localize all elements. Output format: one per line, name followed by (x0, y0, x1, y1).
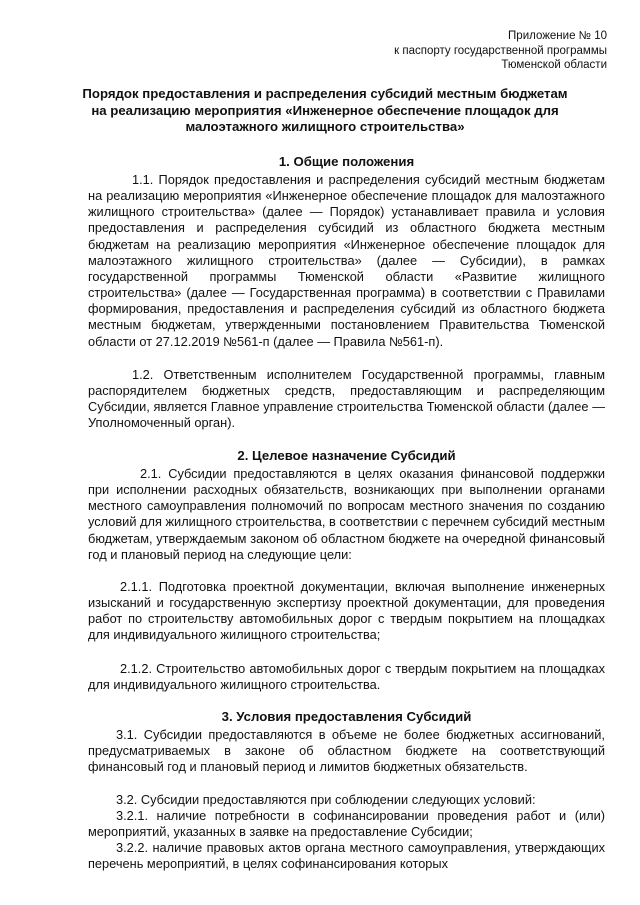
appendix-line: Тюменской области (501, 59, 607, 71)
paragraph-1-2: 1.2. Ответственным исполнителем Государственной программы, главным распорядителем бюджетных средств, предоставляющим и распределяющим Субсидии, является Главное управление строительства Тюменской области (далее — Уполномоченный орган). (88, 367, 605, 431)
section-heading-purpose: 2. Целевое назначение Субсидий (237, 448, 456, 463)
document-title (82, 86, 568, 136)
appendix-line: к паспорту государственной программы (394, 44, 607, 57)
paragraph-2-1-1: 2.1.1. Подготовка проектной документации, включая выполнение инженерных изысканий и государственную экспертизу проектной документации, для проведения работ по строительству автомобильных дорог с твердым покрытием на площадках для индивидуального жилищного строительства; (88, 579, 605, 643)
paragraph-2-1-2: 2.1.2. Строительство автомобильных дорог с твердым покрытием на площадках для индивидуального жилищного строительства. (88, 661, 605, 693)
title-line: на реализацию мероприятия «Инженерное обеспечение площадок для (91, 102, 559, 118)
section-heading-conditions: 3. Условия предоставления Субсидий (221, 709, 472, 724)
paragraph-2-1: 2.1. Субсидии предоставляются в целях оказания финансовой поддержки при исполнении расходных обязательств, возникающих при выполнении органами местного самоуправления полномочий по вопросам местного значения по созданию условий для жилищного строительства, в соответствии с перечнем субсидий местным бюджетам, утверждаемым законом об областном бюджете на очередной финансовый год и плановый период на следующие цели: (88, 466, 605, 562)
appendix-line: Приложение № 10 (508, 30, 607, 42)
paragraph-3-2-1: 3.2.1. наличие потребности в софинансировании проведения работ и (или) мероприятий, указанных в заявке на предоставление Субсидии; (88, 808, 605, 840)
title-line: малоэтажного жилищного строительства» (185, 119, 465, 134)
paragraph-3-2-2: 3.2.2. наличие правовых актов органа местного самоуправления, утверждающих перечень мероприятий, в целях софинансирования которых (88, 840, 605, 872)
appendix-header (394, 29, 607, 73)
paragraph-3-2: 3.2. Субсидии предоставляются при соблюдении следующих условий: (116, 792, 536, 807)
title-line: Порядок предоставления и распределения субсидий местным бюджетам (82, 86, 568, 101)
section-heading-general: 1. Общие положения (278, 154, 415, 169)
paragraph-1-1: 1.1. Порядок предоставления и распределения субсидий местным бюджетам на реализацию мероприятия «Инженерное обеспечение площадок для малоэтажного жилищного строительства» (далее — Порядок) устанавливает правила и условия предоставления и распределения субсидий из областного бюджета местным бюджетам на реализацию мероприятия «Инженерное обеспечение площадок для малоэтажного жилищного строительства» (далее — Субсидии), в рамках государственной программы Тюменской области «Развитие жилищного строительства» (далее — Государственная программа) в соответствии с Правилами формирования, предоставления и распределения субсидий из областного бюджета местным бюджетам, утвержденными постановлением Правительства Тюменской области от 27.12.2019 №561-п (далее — Правила №561-п). (88, 172, 605, 349)
paragraph-3-1: 3.1. Субсидии предоставляются в объеме не более бюджетных ассигнований, предусматриваемых в законе об областном бюджете на соответствующий финансовый год и плановый период и лимитов бюджетных обязательств. (88, 727, 605, 775)
